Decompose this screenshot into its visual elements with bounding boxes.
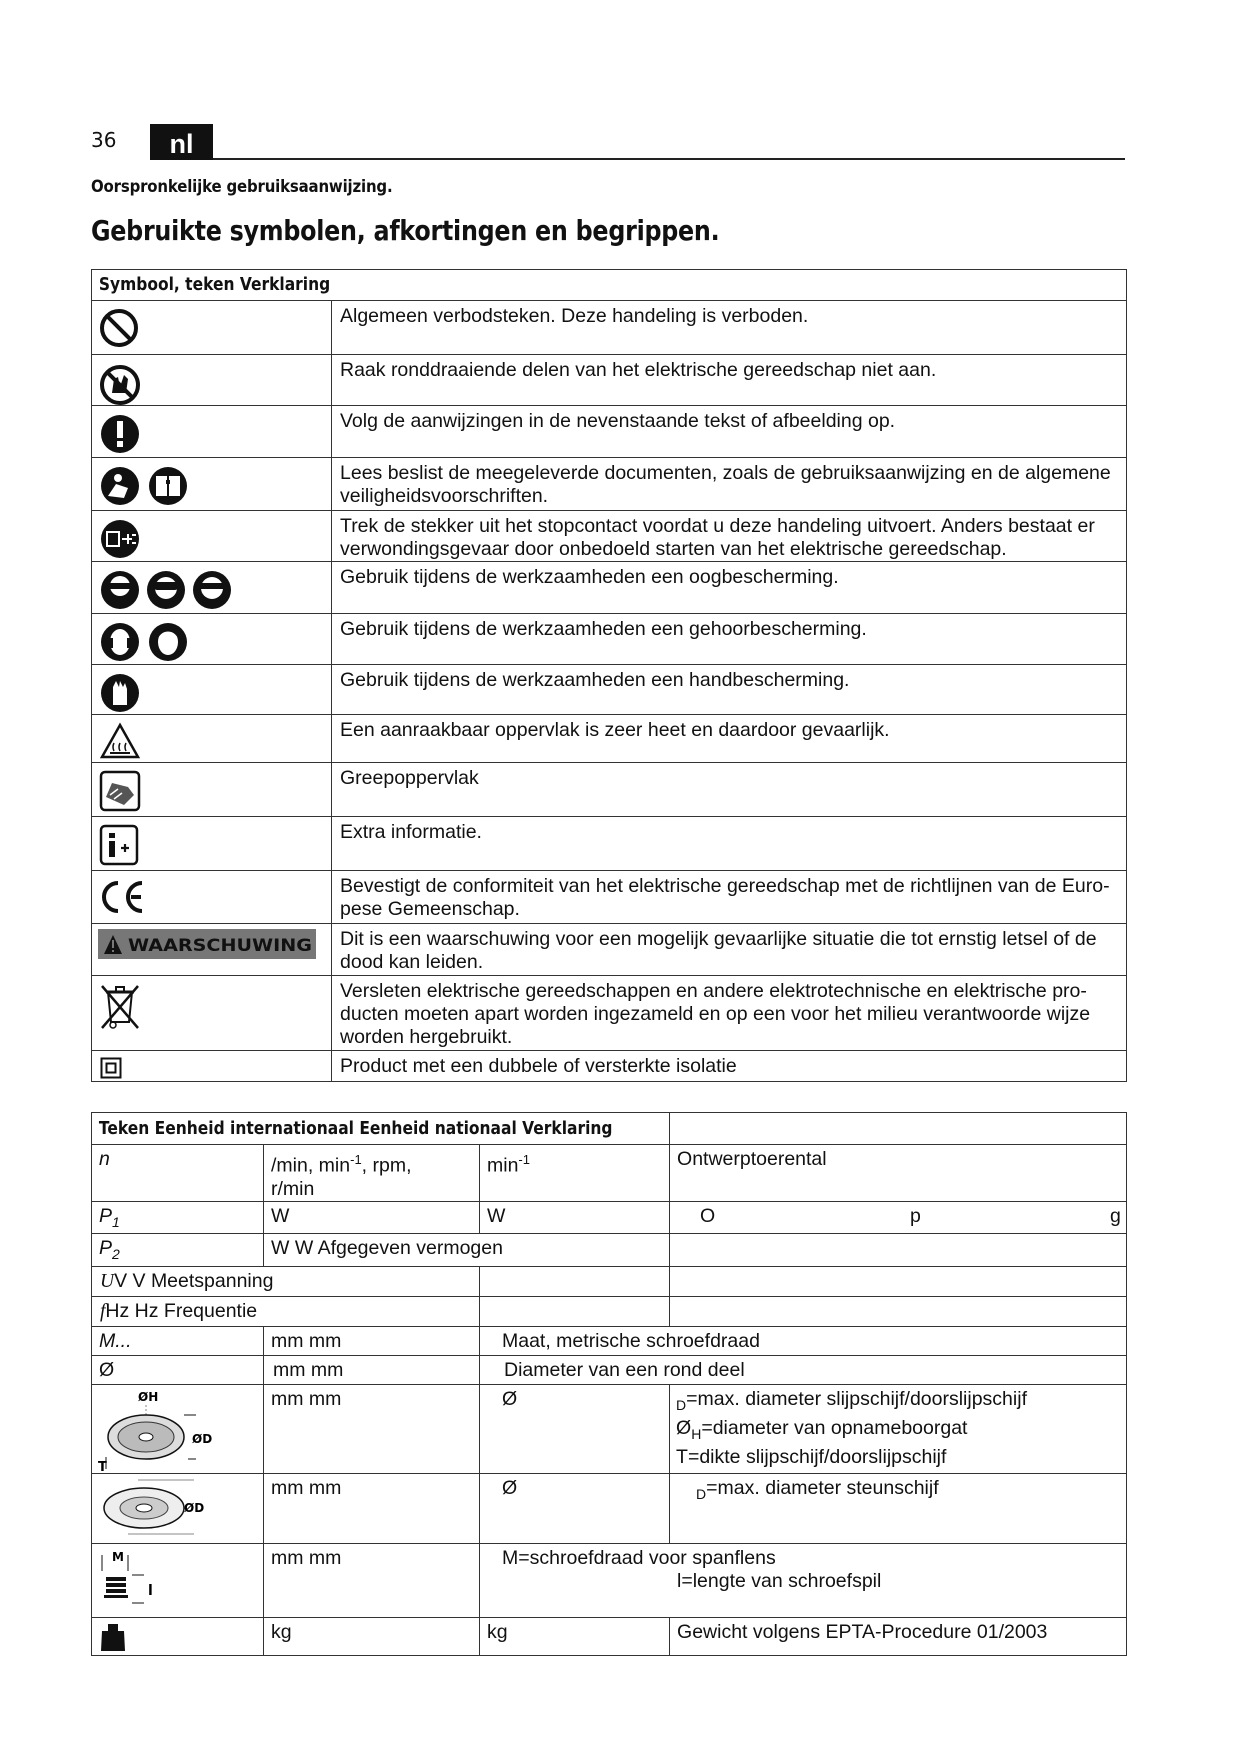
unit-intl-cell: mm mm (264, 1385, 480, 1474)
symbol-cell (92, 871, 332, 924)
unit-expl-cell: $_D$=max. diameter steunschijf (670, 1474, 1127, 1544)
unit-symbol-cell: fHz Hz Frequentie (92, 1297, 480, 1327)
unit-natl-cell: Ø (480, 1474, 670, 1544)
symbol-cell (92, 355, 332, 406)
empty-cell (670, 1267, 1127, 1297)
units-table (91, 1112, 1127, 1656)
unit-intl-cell: W (264, 1201, 480, 1234)
unit-natl-cell: Maat, metrische schroefdraad (480, 1327, 1127, 1356)
unit-natl-cell: M=schroefdraad voor spanflens l=lengte van schroefspil (480, 1544, 1127, 1618)
unit-intl-cell: mm mm (264, 1474, 480, 1544)
unit-intl-cell: /min, $\min^{-1}$, rpm, r/min (264, 1145, 480, 1202)
symbol-cell (92, 665, 332, 715)
symbol-cell (92, 301, 332, 355)
unplug-icon (98, 517, 142, 561)
mandatory-exclamation-icon (98, 412, 142, 456)
weee-bin-icon (98, 982, 142, 1030)
explanation-cell: Gebruik tijdens de werkzaamheden een oogbescherming. (332, 562, 1127, 614)
symbol-cell (92, 458, 332, 511)
empty-cell (670, 1234, 1127, 1267)
double-insulation-icon (100, 1057, 122, 1079)
symbol-cell (92, 406, 332, 458)
hand-protection-icon (98, 671, 142, 715)
symbol-cell (92, 511, 332, 562)
unit-symbol-cell: n (92, 1145, 264, 1202)
symbol-cell (92, 1051, 332, 1082)
explanation-cell: Volg de aanwijzingen in de nevenstaande tekst of afbeelding op. (332, 406, 1127, 458)
symbols-table (91, 269, 1127, 1082)
explanation-cell: Een aanraakbaar oppervlak is zeer heet en daardoor gevaarlijk. (332, 715, 1127, 763)
page-number: 36 (91, 128, 117, 152)
unit-symbol-cell: $P_2$ (92, 1234, 264, 1267)
unit-intl-cell: kg (264, 1618, 480, 1656)
svg-text:ØH: ØH (138, 1390, 159, 1405)
svg-text:M: M (112, 1550, 124, 1565)
unit-natl-cell: $\min^{-1}$ (480, 1145, 670, 1202)
svg-text:WAARSCHUWING: WAARSCHUWING (128, 936, 312, 956)
explanation-cell: Trek de stekker uit het stopcontact voordat u deze handeling uitvoert. Anders bestaat er verwondingsgevaar door onbedoeld starten van het elektrische gereedschap. (332, 511, 1127, 562)
explanation-cell: Lees beslist de meegeleverde documenten, zoals de gebruiksaanwijzing en de algemene veiligheidsvoorschriften. (332, 458, 1127, 511)
svg-text:T: T (98, 1460, 107, 1474)
unit-natl-cell: kg (480, 1618, 670, 1656)
unit-natl-cell: W (480, 1201, 670, 1234)
do-not-touch-rotating-icon (98, 361, 142, 405)
explanation-cell: Dit is een waarschuwing voor een mogelijk gevaarlijke situatie die tot ernstig letsel of de dood kan leiden. (332, 924, 1127, 976)
unit-natl-cell: Ø (480, 1385, 670, 1474)
explanation-cell: Extra informatie. (332, 817, 1127, 871)
unit-intl-cell: mm mm (264, 1356, 480, 1385)
unit-intl-cell: W W Afgegeven vermogen (264, 1234, 670, 1267)
empty-cell (480, 1297, 670, 1327)
info-icon (98, 823, 142, 867)
symbol-cell (92, 924, 332, 976)
language-badge: nl (150, 124, 213, 160)
weight-icon (98, 1622, 128, 1652)
empty-cell (670, 1297, 1127, 1327)
unit-intl-cell: mm mm (264, 1544, 480, 1618)
unit-expl-cell: Ontwerptoerental (670, 1145, 1127, 1202)
flange-thread-diagram (98, 1547, 168, 1613)
warning-label-icon (98, 929, 316, 959)
hot-surface-icon (98, 721, 142, 761)
explanation-cell: Product met een dubbele of versterkte isolatie (332, 1051, 1127, 1082)
explanation-cell: Algemeen verbodsteken. Deze handeling is verboden. (332, 301, 1127, 355)
svg-text:ØD: ØD (184, 1501, 205, 1516)
symbol-cell (92, 976, 332, 1051)
grip-surface-icon (98, 769, 142, 813)
ear-protection-icon (98, 620, 194, 664)
unit-symbol-cell (92, 1618, 264, 1656)
unit-expl-cell: $_D$=max. diameter slijpschijf/doorslijpschijf $Ø_H=diameter$ van opnameboorgat T=dikte slijpschijf/doorslijpschijf (670, 1385, 1127, 1474)
symbol-cell (92, 763, 332, 817)
explanation-cell: Gebruik tijdens de werkzaamheden een handbescherming. (332, 665, 1127, 715)
svg-text:l: l (148, 1583, 153, 1600)
eye-protection-icon (98, 568, 242, 612)
unit-symbol-cell: Ø (92, 1356, 264, 1385)
unit-intl-cell: mm mm (264, 1327, 480, 1356)
document-subtitle: Oorspronkelijke gebruiksaanwijzing. (91, 177, 393, 197)
symbol-cell (92, 562, 332, 614)
symbol-cell (92, 614, 332, 665)
unit-symbol-cell (92, 1544, 264, 1618)
ce-mark-icon (98, 877, 148, 917)
backing-pad-diagram (98, 1478, 218, 1540)
explanation-cell: Raak ronddraaiende delen van het elektrische gereedschap niet aan. (332, 355, 1127, 406)
empty-cell (480, 1267, 670, 1297)
unit-symbol-cell (92, 1385, 264, 1474)
svg-text:ØD: ØD (192, 1432, 213, 1447)
explanation-cell: Greepoppervlak (332, 763, 1127, 817)
unit-expl-cell: O p g (670, 1201, 1127, 1234)
unit-symbol-cell: UV V Meetspanning (92, 1267, 480, 1297)
unit-symbol-cell: M... (92, 1327, 264, 1356)
units-table-header: Teken Eenheid internationaal Eenheid nationaal Verklaring (92, 1113, 670, 1145)
unit-natl-cell: Diameter van een rond deel (480, 1356, 1127, 1385)
symbol-cell (92, 715, 332, 763)
symbol-cell (92, 817, 332, 871)
explanation-cell: Bevestigt de conformiteit van het elektrische gereedschap met de richtlijnen van de Euro-pese Gemeenschap. (332, 871, 1127, 924)
prohibition-icon (98, 307, 140, 349)
empty-cell (670, 1113, 1127, 1145)
read-documents-icon (98, 464, 198, 508)
symbols-table-header: Symbool, teken Verklaring (92, 270, 1127, 301)
grinding-disc-diagram (96, 1387, 216, 1473)
unit-symbol-cell: $P_1$ (92, 1201, 264, 1234)
explanation-cell: Gebruik tijdens de werkzaamheden een gehoorbescherming. (332, 614, 1127, 665)
header-rule (213, 158, 1125, 160)
section-title: Gebruikte symbolen, afkortingen en begrippen. (91, 214, 720, 247)
unit-expl-cell: Gewicht volgens EPTA-Procedure 01/2003 (670, 1618, 1127, 1656)
unit-symbol-cell (92, 1474, 264, 1544)
explanation-cell: Versleten elektrische gereedschappen en andere elektrotechnische en elektrische pro-ducten moeten apart worden ingezameld en op een voor het milieu verantwoorde wijze worden hergebruikt. (332, 976, 1127, 1051)
